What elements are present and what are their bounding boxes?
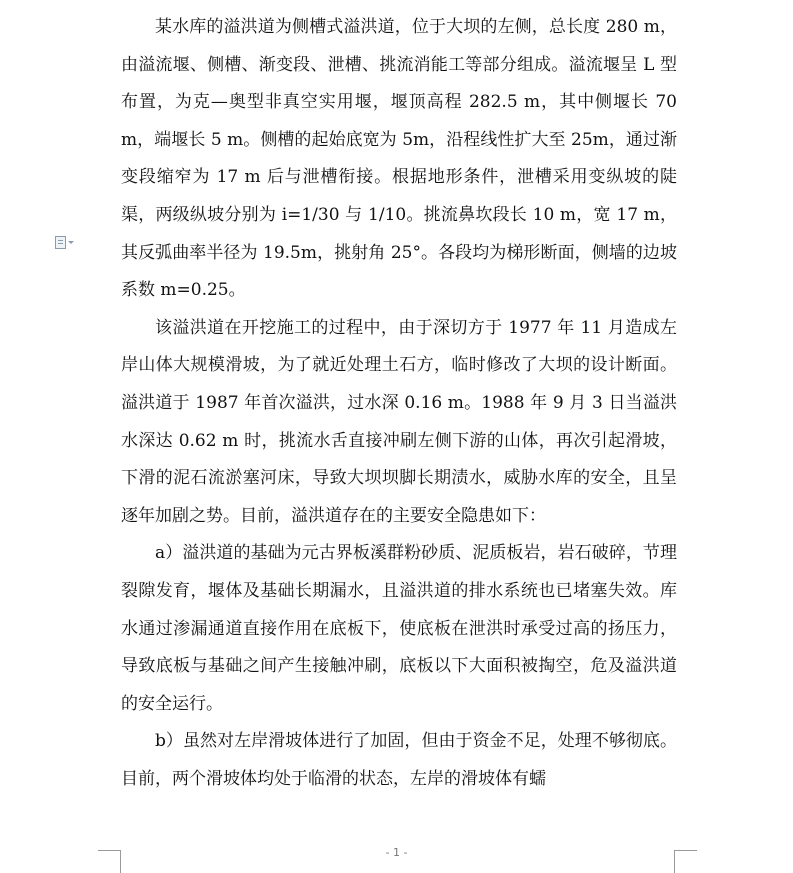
paragraph-1: 某水库的溢洪道为侧槽式溢洪道，位于大坝的左侧，总长度 280 m，由溢流堰、侧槽、渐变段、泄槽、挑流消能工等部分组成。溢流堰呈 L 型布置，为克—奥型非真空实用堰，堰顶高程 282.5 m，其中侧堰长 70 m，端堰长 5 m。侧槽的起始底宽为 5m，沿程线性扩大至 25m，通过渐变段缩窄为 17 m 后与泄槽衔接。根据地形条件，泄槽采用变纵坡的陡渠，两级纵坡分别为 i=1/30 与 1/10。挑流鼻坎段长 10 m，宽 17 m，其反弧曲率半径为 19.5m，挑射角 25°。各段均为梯形断面，侧墙的边坡系数 m=0.25。 — [121, 17, 677, 301]
chevron-down-icon — [68, 241, 74, 244]
page-number: - 1 - — [385, 846, 408, 859]
document-icon — [55, 236, 66, 249]
paragraph-2: 该溢洪道在开挖施工的过程中，由于深切方于 1977 年 11 月造成左岸山体大规模滑坡，为了就近处理土石方，临时修改了大坝的设计断面。溢洪道于 1987 年首次溢洪，过水深 0.16 m。1988 年 9 月 3 日当溢洪水深达 0.62 m 时，挑流水舌直接冲刷左侧下游的山体，再次引起滑坡，下滑的泥石流淤塞河床，导致大坝坝脚长期渍水，威胁水库的安全，且呈逐年加剧之势。目前，溢洪道存在的主要安全隐患如下： — [121, 317, 677, 526]
paragraph-3: a）溢洪道的基础为元古界板溪群粉砂质、泥质板岩，岩石破碎，节理裂隙发育，堰体及基础长期漏水，且溢洪道的排水系统也已堵塞失效。库水通过渗漏通道直接作用在底板下，使底板在泄洪时承受过高的扬压力，导致底板与基础之间产生接触冲刷，底板以下大面积被掏空，危及溢洪道的安全运行。 — [121, 543, 677, 714]
margin-comment-button[interactable] — [55, 235, 79, 249]
paragraph-4: b）虽然对左岸滑坡体进行了加固，但由于资金不足，处理不够彻底。目前，两个滑坡体均处于临滑的状态，左岸的滑坡体有蠕 — [121, 731, 677, 789]
body-text — [121, 9, 677, 798]
